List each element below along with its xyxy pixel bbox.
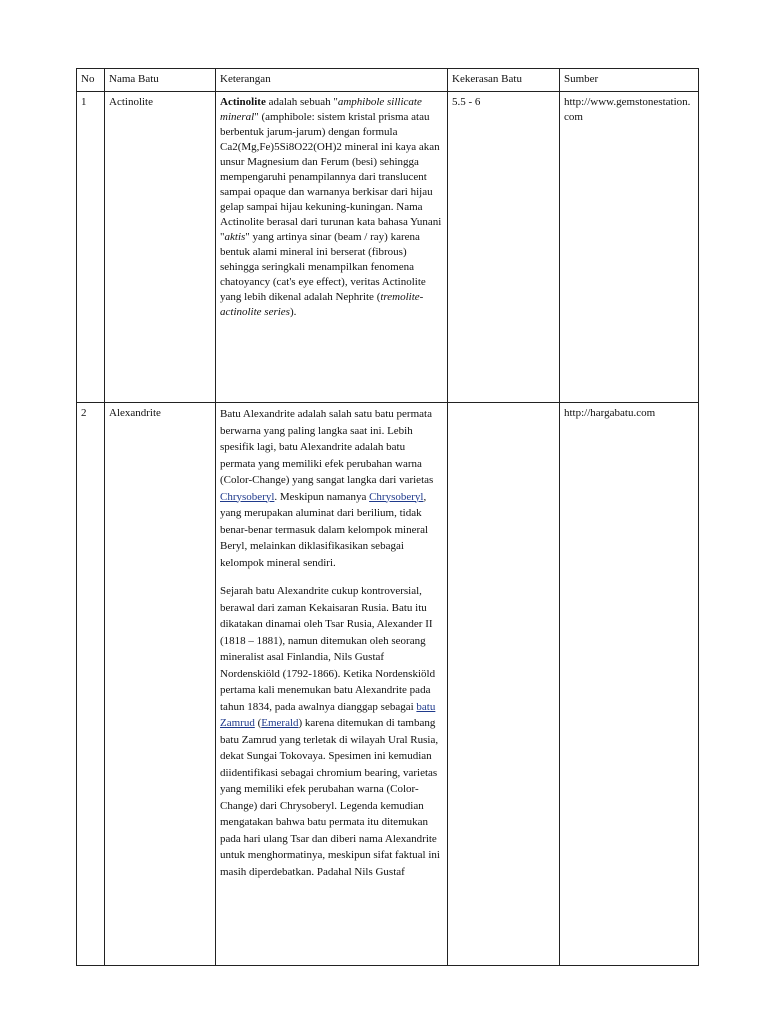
header-name: Nama Batu xyxy=(105,69,216,92)
description-text: Batu Alexandrite adalah salah satu batu permata berwarna yang paling langka saat ini. Lebih spesifik lagi, batu Alexandrite adalah batu permata yang memiliki efek perubahan warna (Color-Change) yang sangat langka dari varietas xyxy=(220,408,434,486)
chrysoberyl-link[interactable]: Chrysoberyl xyxy=(220,490,275,503)
header-no: No xyxy=(77,69,105,92)
description-text: adalah sebuah " xyxy=(265,96,338,108)
description-text: Sejarah batu Alexandrite cukup kontroversial, berawal dari zaman Kekaisaran Rusia. Batu itu dikatakan dinamai oleh Tsar Rusia, Alexander II (1818 – 1881), namun ditemukan oleh seorang mineralist asal Finlandia, Nils Gustaf Nordenskiöld (1792-1866). Ketika Nordenskiöld pertama kali menemukan batu Alexandrite pada tahun 1834, pada awalnya dianggap sebagai xyxy=(220,585,436,713)
description-text: " (amphibole: sistem kristal prisma atau berbentuk jarum-jarum) dengan formula Ca2(Mg,Fe)5Si8O22(OH)2 mineral ini kaya akan unsur Magnesium dan Ferum (besi) sehingga mempengaruhi penampilannya dari translucent sampai opaque dan warnanya berkisar dari hijau gelap sampai hijau kekuning-kuningan. Nama Actinolite berasal dari turunan kata bahasa Yunani " xyxy=(220,111,442,243)
description-text: . Meskipun namanya xyxy=(274,490,370,503)
description-text: , yang merupakan aluminat dari berilium, tidak benar-benar termasuk dalam kelompok mineral Beryl, melainkan diklasifikasikan sebagai kelompok mineral sendiri. xyxy=(220,490,429,569)
description-text: ( xyxy=(254,717,262,729)
header-source: Sumber xyxy=(560,69,699,92)
table-header-row xyxy=(77,69,699,92)
batu-zamrud-link[interactable]: batu Zamrud xyxy=(220,700,436,729)
stone-hardness xyxy=(448,403,560,966)
row-number: 2 xyxy=(77,403,105,966)
stone-source: http://hargabatu.com xyxy=(560,403,699,966)
stone-name: Actinolite xyxy=(105,92,216,403)
header-description: Keterangan xyxy=(216,69,448,92)
stone-name: Alexandrite xyxy=(105,403,216,966)
stone-description xyxy=(216,92,448,403)
description-lead: Actinolite xyxy=(220,96,266,108)
description-paragraph xyxy=(220,583,443,880)
header-hardness: Kekerasan Batu xyxy=(448,69,560,92)
description-italic: tremolite-actinolite series xyxy=(220,291,424,318)
row-number: 1 xyxy=(77,92,105,403)
stone-description xyxy=(216,403,448,966)
description-paragraph xyxy=(220,406,443,571)
stone-hardness: 5.5 - 6 xyxy=(448,92,560,403)
description-text: " yang artinya sinar (beam / ray) karena bentuk alami mineral ini berserat (fibrous) sehingga seringkali menampilkan fenomena chatoyancy (cat's eye effect), veritas Actinolite yang lebih dikenal adalah Nephrite ( xyxy=(220,231,426,303)
emerald-link[interactable]: Emerald xyxy=(261,717,299,729)
table-row xyxy=(77,92,699,403)
description-text: ) karena ditemukan di tambang batu Zamrud yang terletak di wilayah Ural Rusia, dekat Sungai Tokovaya. Spesimen ini kemudian diidentifikasi sebagai chromium bearing, varietas yang memiliki efek perubahan warna (Color-Change) dari Chrysoberyl. Legenda kemudian mengatakan bahwa batu permata itu ditemukan pada hari ulang Tsar dan diberi nama Alexandrite untuk menghormatinya, meskipun sifat faktual ini masih diperdebatkan. Padahal Nils Gustaf xyxy=(220,717,440,878)
table-row xyxy=(77,403,699,966)
chrysoberyl-link[interactable]: Chrysoberyl xyxy=(369,490,424,503)
stone-source: http://www.gemstonestation.com xyxy=(560,92,699,403)
description-italic: amphibole sillicate mineral xyxy=(220,96,422,123)
gemstone-table xyxy=(76,68,699,966)
description-italic: aktis xyxy=(224,231,246,243)
description-text: ). xyxy=(289,306,297,318)
